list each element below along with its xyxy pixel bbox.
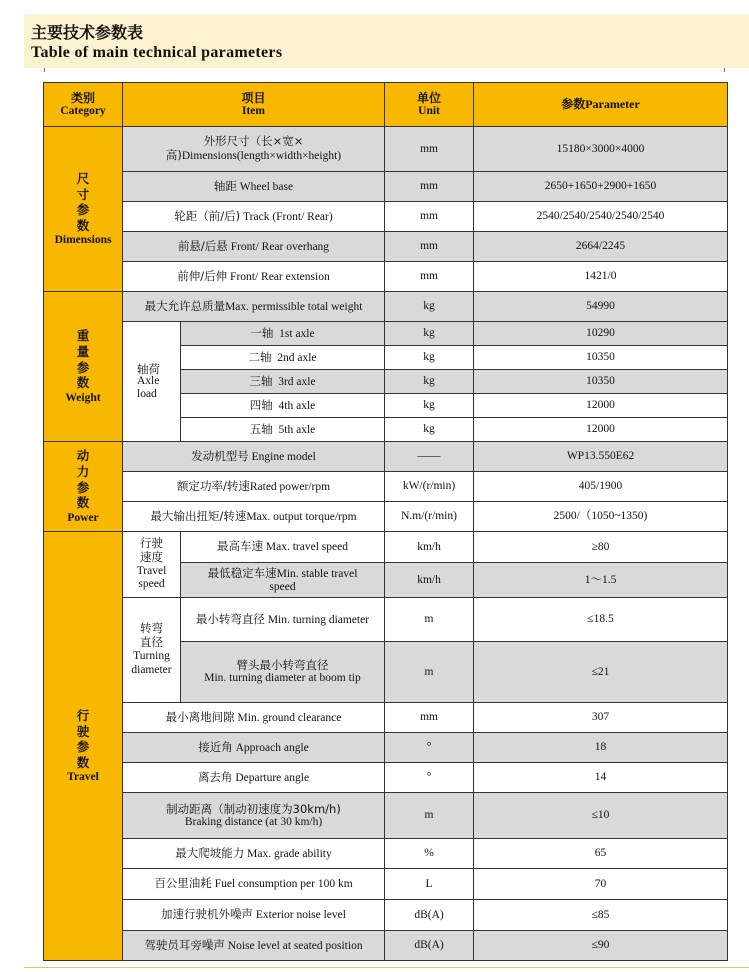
unit-cell: %	[385, 839, 474, 869]
header-item: 项目 Item	[123, 83, 385, 127]
item-wheelbase: 轴距 Wheel base	[123, 172, 385, 202]
unit-cell: kg	[385, 346, 474, 370]
item-axle4: 四轴 4th axle	[181, 394, 385, 418]
unit-cell: mm	[385, 202, 474, 232]
value-cell: WP13.550E62	[474, 442, 728, 472]
item-boom-turning: 臂头最小转弯直径 Min. turning diameter at boom tip	[181, 642, 385, 703]
axle-load-label: 轴荷 Axle load	[123, 322, 181, 442]
item-track: 轮距（前/后) Track (Front/ Rear)	[123, 202, 385, 232]
value-cell: ≤10	[474, 793, 728, 839]
unit-cell: kW/(r/min)	[385, 472, 474, 502]
unit-cell: kg	[385, 370, 474, 394]
item-engine: 发动机型号 Engine model	[123, 442, 385, 472]
unit-cell: km/h	[385, 532, 474, 563]
unit-cell: mm	[385, 232, 474, 262]
unit-cell: °	[385, 763, 474, 793]
header-category: 类别 Category	[44, 83, 123, 127]
unit-cell: °	[385, 733, 474, 763]
item-braking: 制动距离（制动初速度为30km/h) Braking distance (at 30 km/h)	[123, 793, 385, 839]
item-clearance: 最小离地间隙 Min. ground clearance	[123, 703, 385, 733]
unit-cell: km/h	[385, 563, 474, 598]
unit-cell: m	[385, 793, 474, 839]
table-row	[44, 232, 728, 262]
unit-cell: N.m/(r/min)	[385, 502, 474, 532]
value-cell: ≤85	[474, 900, 728, 931]
item-axle2: 二轴 2nd axle	[181, 346, 385, 370]
tick-mark-left	[44, 68, 45, 72]
category-power: 动 力 参 数 Power	[44, 442, 123, 532]
header-unit: 单位 Unit	[385, 83, 474, 127]
tick-mark-right	[724, 68, 725, 72]
unit-cell: dB(A)	[385, 900, 474, 931]
table-row	[44, 172, 728, 202]
value-cell: ≤21	[474, 642, 728, 703]
value-cell: 70	[474, 869, 728, 900]
unit-cell: kg	[385, 292, 474, 322]
title-english: Table of main technical parameters	[31, 44, 283, 61]
item-torque: 最大输出扭矩/转速Max. output torque/rpm	[123, 502, 385, 532]
category-travel: 行 驶 参 数 Travel	[44, 532, 123, 961]
item-axle3: 三轴 3rd axle	[181, 370, 385, 394]
item-extension: 前伸/后伸 Front/ Rear extension	[123, 262, 385, 292]
unit-cell: ——	[385, 442, 474, 472]
table-row	[44, 532, 728, 563]
value-cell: 2500/（1050~1350)	[474, 502, 728, 532]
value-cell: 15180×3000×4000	[474, 127, 728, 172]
value-cell: ≤90	[474, 931, 728, 961]
header-parameter: 参数Parameter	[474, 83, 728, 127]
table-header-row	[44, 83, 728, 127]
title-chinese: 主要技术参数表	[31, 23, 144, 42]
unit-cell: L	[385, 869, 474, 900]
value-cell: 12000	[474, 418, 728, 442]
unit-cell: m	[385, 598, 474, 642]
value-cell: ≥80	[474, 532, 728, 563]
table-row	[44, 763, 728, 793]
unit-cell: mm	[385, 127, 474, 172]
item-min-turning: 最小转弯直径 Min. turning diameter	[181, 598, 385, 642]
item-exterior-noise: 加速行驶机外噪声 Exterior noise level	[123, 900, 385, 931]
item-min-speed: 最低稳定车速Min. stable travel speed	[181, 563, 385, 598]
table-row	[44, 292, 728, 322]
value-cell: 10350	[474, 346, 728, 370]
table-row	[44, 900, 728, 931]
table-row	[44, 442, 728, 472]
unit-cell: mm	[385, 172, 474, 202]
value-cell: 1～1.5	[474, 563, 728, 598]
value-cell: 18	[474, 733, 728, 763]
item-max-weight: 最大允许总质量Max. permissible total weight	[123, 292, 385, 322]
unit-cell: kg	[385, 418, 474, 442]
value-cell: 307	[474, 703, 728, 733]
table-row	[44, 202, 728, 232]
unit-cell: dB(A)	[385, 931, 474, 961]
table-row	[44, 502, 728, 532]
unit-cell: kg	[385, 394, 474, 418]
table-row	[44, 869, 728, 900]
value-cell: 2540/2540/2540/2540/2540	[474, 202, 728, 232]
unit-cell: mm	[385, 262, 474, 292]
value-cell: 14	[474, 763, 728, 793]
value-cell: 1421/0	[474, 262, 728, 292]
value-cell: 10290	[474, 322, 728, 346]
item-max-speed: 最高车速 Max. travel speed	[181, 532, 385, 563]
item-grade: 最大爬坡能力 Max. grade ability	[123, 839, 385, 869]
item-rated-power: 额定功率/转速Rated power/rpm	[123, 472, 385, 502]
turning-diameter-label: 转弯 直径 Turning diameter	[123, 598, 181, 703]
table-row	[44, 598, 728, 642]
value-cell: 10350	[474, 370, 728, 394]
unit-cell: kg	[385, 322, 474, 346]
table-row	[44, 839, 728, 869]
unit-cell: m	[385, 642, 474, 703]
value-cell: 405/1900	[474, 472, 728, 502]
travel-speed-label: 行驶 速度 Travel speed	[123, 532, 181, 598]
table-row	[44, 322, 728, 346]
table-row	[44, 703, 728, 733]
item-approach: 接近角 Approach angle	[123, 733, 385, 763]
category-dimensions: 尺 寸 参 数 Dimensions	[44, 127, 123, 292]
table-row	[44, 733, 728, 763]
table-row	[44, 931, 728, 961]
item-overhang: 前悬/后悬 Front/ Rear overhang	[123, 232, 385, 262]
item-seated-noise: 驾驶员耳旁噪声 Noise level at seated position	[123, 931, 385, 961]
unit-cell: mm	[385, 703, 474, 733]
bottom-rule	[24, 967, 749, 968]
value-cell: 2664/2245	[474, 232, 728, 262]
item-departure: 离去角 Departure angle	[123, 763, 385, 793]
value-cell: 65	[474, 839, 728, 869]
category-weight: 重 量 参 数 Weight	[44, 292, 123, 442]
item-axle5: 五轴 5th axle	[181, 418, 385, 442]
table-row	[44, 262, 728, 292]
item-fuel: 百公里油耗 Fuel consumption per 100 km	[123, 869, 385, 900]
value-cell: 12000	[474, 394, 728, 418]
item-dimensions: 外形尺寸（长×宽×高)Dimensions(length×width×height)	[123, 127, 385, 172]
value-cell: ≤18.5	[474, 598, 728, 642]
table-row	[44, 127, 728, 172]
value-cell: 2650+1650+2900+1650	[474, 172, 728, 202]
table-row	[44, 472, 728, 502]
value-cell: 54990	[474, 292, 728, 322]
table-row	[44, 793, 728, 839]
parameters-table	[43, 82, 728, 961]
item-axle1: 一轴 1st axle	[181, 322, 385, 346]
